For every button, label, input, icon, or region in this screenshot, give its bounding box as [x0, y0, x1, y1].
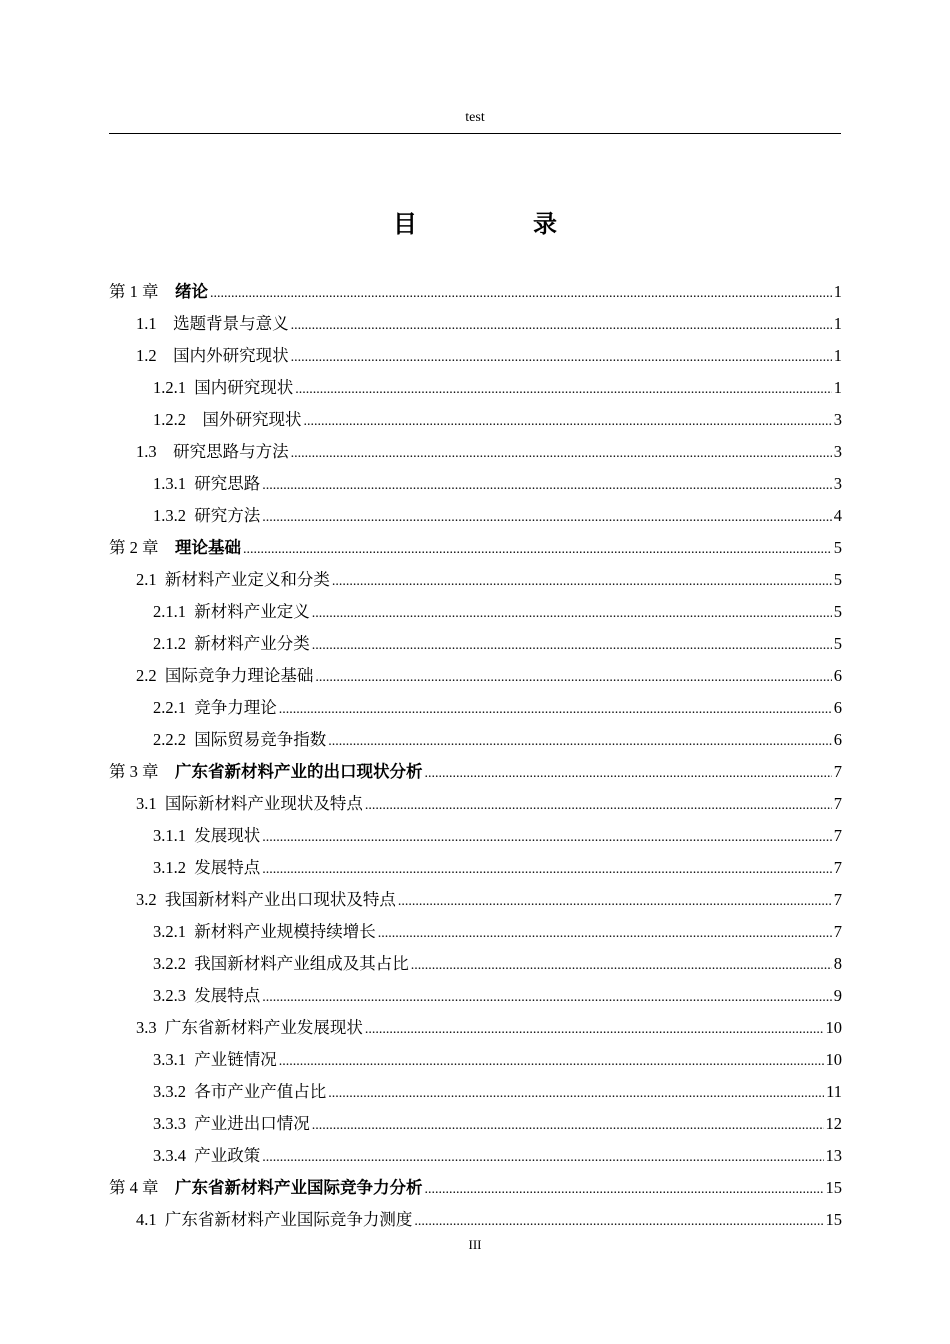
toc-entry-number: 3.3.4: [153, 1146, 186, 1165]
toc-page-number: 11: [826, 1082, 842, 1101]
toc-entry-number: 3.2.2: [153, 954, 186, 973]
toc-leader-dots: [262, 822, 832, 854]
toc-entry-label: 广东省新材料产业发展现状: [164, 1018, 363, 1037]
toc-leader-dots: [262, 982, 832, 1014]
toc-entry-number: 2.2: [136, 666, 157, 685]
toc-entry-label: 产业进出口情况: [194, 1114, 310, 1133]
toc-entry-title: [153, 1140, 260, 1172]
toc-entry-label: 新材料产业分类: [194, 634, 310, 653]
toc-entry-title: [153, 500, 260, 532]
toc-entry-number: 第 3 章: [109, 762, 159, 781]
toc-entry-title: [109, 532, 241, 564]
toc-entry-label: 国际竞争力理论基础: [164, 666, 314, 685]
toc-page-number: 10: [825, 1050, 842, 1069]
toc-page-number: 5: [833, 570, 842, 589]
toc-page-number: 13: [825, 1146, 842, 1165]
toc-leader-dots: [411, 950, 832, 982]
toc-entry-number: 2.2.2: [153, 730, 186, 749]
toc-entry[interactable]: [109, 436, 842, 468]
toc-entry-label: 各市产业产值占比: [194, 1082, 327, 1101]
toc-entry-label: 新材料产业定义和分类: [164, 570, 330, 589]
toc-entry-number: 1.2.2: [153, 410, 186, 429]
toc-leader-dots: [425, 758, 832, 790]
toc-page-number: 4: [833, 506, 842, 525]
page-header: test: [465, 110, 485, 125]
toc-entry[interactable]: [109, 340, 842, 372]
toc-entry[interactable]: [109, 1044, 842, 1076]
toc-entry[interactable]: [109, 948, 842, 980]
toc-entry-label: 竞争力理论: [194, 698, 277, 717]
toc-entry[interactable]: [109, 468, 842, 500]
toc-entry-title: [136, 340, 289, 372]
toc-entry[interactable]: [109, 852, 842, 884]
toc-leader-dots: [312, 598, 832, 630]
toc-leader-dots: [210, 278, 832, 310]
toc-leader-dots: [304, 406, 832, 438]
toc-entry-number: 3.1.2: [153, 858, 186, 877]
toc-entry-label: 研究思路与方法: [173, 442, 289, 461]
toc-leader-dots: [291, 438, 832, 470]
toc-entry[interactable]: [109, 500, 842, 532]
toc-entry-title: [153, 692, 277, 724]
toc-entry-title: [136, 308, 289, 340]
toc-entry-number: 2.1.2: [153, 634, 186, 653]
toc-entry-label: 国内研究现状: [194, 378, 294, 397]
toc-entry-number: 1.3: [136, 442, 157, 461]
toc-entry[interactable]: [109, 308, 842, 340]
toc-leader-dots: [328, 726, 832, 758]
toc-entry-number: 2.2.1: [153, 698, 186, 717]
toc-entry-title: [109, 1172, 423, 1204]
toc-leader-dots: [279, 1046, 824, 1078]
toc-entry-title: [153, 468, 260, 500]
toc-leader-dots: [398, 886, 832, 918]
toc-page-number: 3: [833, 442, 842, 461]
toc-entry[interactable]: [109, 1108, 842, 1140]
toc-entry-number: 3.3.2: [153, 1082, 186, 1101]
toc-leader-dots: [312, 1110, 824, 1142]
toc-entry[interactable]: [109, 628, 842, 660]
toc-entry-title: [153, 820, 260, 852]
toc-entry-number: 3.2.3: [153, 986, 186, 1005]
toc-entry-title: [153, 596, 310, 628]
toc-leader-dots: [365, 790, 832, 822]
toc-page-number: 9: [833, 986, 842, 1005]
toc-entry-title: [136, 884, 396, 916]
toc-page-number: 3: [833, 410, 842, 429]
toc-entry-number: 3.3.3: [153, 1114, 186, 1133]
toc-page-number: 6: [833, 698, 842, 717]
toc-entry[interactable]: [109, 1012, 842, 1044]
toc-entry-title: [136, 1204, 412, 1236]
toc-entry-label: 发展特点: [194, 858, 261, 877]
toc-leader-dots: [291, 342, 832, 374]
toc-entry-number: 1.3.2: [153, 506, 186, 525]
toc-entry-label: 国际新材料产业现状及特点: [164, 794, 363, 813]
toc-page-number: 6: [833, 666, 842, 685]
toc-entry-label: 发展现状: [194, 826, 261, 845]
toc-page-number: 1: [833, 314, 842, 333]
toc-entry-title: [153, 372, 293, 404]
toc-entry-title: [109, 756, 423, 788]
toc-entry-number: 1.3.1: [153, 474, 186, 493]
toc-entry-title: [153, 948, 409, 980]
toc-page-number: 10: [825, 1018, 842, 1037]
toc-page-number: 15: [825, 1178, 842, 1197]
toc-page-number: 7: [833, 762, 842, 781]
toc-entry[interactable]: [109, 660, 842, 692]
toc-page-number: 5: [833, 538, 842, 557]
toc-entry-label: 研究思路: [194, 474, 261, 493]
toc-page-number: 7: [833, 890, 842, 909]
toc-entry[interactable]: [109, 276, 842, 308]
toc-entry[interactable]: [109, 1140, 842, 1172]
toc-entry-title: [136, 564, 330, 596]
toc-entry[interactable]: [109, 724, 842, 756]
toc-entry[interactable]: [109, 884, 842, 916]
toc-entry-title: [153, 916, 376, 948]
toc-entry[interactable]: [109, 980, 842, 1012]
toc-entry-label: 产业链情况: [194, 1050, 277, 1069]
toc-page-number: 15: [825, 1210, 842, 1229]
toc-entry-number: 第 4 章: [109, 1178, 159, 1197]
toc-page-number: 7: [833, 858, 842, 877]
toc-leader-dots: [365, 1014, 824, 1046]
toc-entry-label: 我国新材料产业出口现状及特点: [164, 890, 396, 909]
toc-leader-dots: [378, 918, 832, 950]
toc-leader-dots: [262, 470, 832, 502]
toc-leader-dots: [279, 694, 832, 726]
toc-entry-label: 发展特点: [194, 986, 261, 1005]
toc-entry-label: 新材料产业规模持续增长: [194, 922, 376, 941]
toc-entry-label: 产业政策: [194, 1146, 261, 1165]
toc-entry[interactable]: [109, 564, 842, 596]
toc-page-number: 7: [833, 794, 842, 813]
toc-entry-title: [153, 404, 302, 436]
toc-entry-number: 3.3.1: [153, 1050, 186, 1069]
toc-entry-title: [153, 1044, 277, 1076]
toc-entry-label: 国内外研究现状: [173, 346, 289, 365]
toc-leader-dots: [425, 1174, 824, 1206]
page-number: III: [468, 1237, 482, 1252]
toc-entry-number: 1.2: [136, 346, 157, 365]
toc-page-number: 1: [833, 378, 842, 397]
toc-page-number: 6: [833, 730, 842, 749]
toc-entry-title: [136, 1012, 363, 1044]
toc-entry-label: 绪论: [175, 282, 208, 301]
toc-entry-label: 理论基础: [175, 538, 241, 557]
toc-page-number: 7: [833, 826, 842, 845]
toc-entry[interactable]: [109, 756, 842, 788]
toc-entry[interactable]: [109, 1204, 842, 1236]
toc-page-number: 5: [833, 634, 842, 653]
toc-entry-label: 我国新材料产业组成及其占比: [194, 954, 409, 973]
toc-leader-dots: [414, 1206, 823, 1238]
toc-entry-label: 国外研究现状: [202, 410, 302, 429]
toc-entry-title: [153, 1108, 310, 1140]
toc-entry-number: 3.3: [136, 1018, 157, 1037]
toc-page-number: 7: [833, 922, 842, 941]
header-rule: [109, 133, 841, 134]
toc-entry-title: [136, 436, 289, 468]
toc-leader-dots: [295, 374, 832, 406]
toc-entry-number: 3.2.1: [153, 922, 186, 941]
toc-entry-label: 新材料产业定义: [194, 602, 310, 621]
toc-entry-label: 国际贸易竞争指数: [194, 730, 327, 749]
toc-entry-label: 广东省新材料产业的出口现状分析: [175, 762, 423, 781]
toc-entry-number: 2.1: [136, 570, 157, 589]
toc-leader-dots: [243, 534, 832, 566]
toc-entry-label: 研究方法: [194, 506, 261, 525]
toc-entry-number: 3.2: [136, 890, 157, 909]
toc-entry[interactable]: [109, 404, 842, 436]
toc-entry-title: [153, 724, 326, 756]
toc-entry-label: 选题背景与意义: [173, 314, 289, 333]
toc-entry[interactable]: [109, 1076, 842, 1108]
toc-leader-dots: [332, 566, 832, 598]
toc-entry[interactable]: [109, 916, 842, 948]
toc-entry[interactable]: [109, 1172, 842, 1204]
table-of-contents: [109, 276, 842, 1236]
toc-entry-label: 广东省新材料产业国际竞争力分析: [175, 1178, 423, 1197]
toc-page-number: 8: [833, 954, 842, 973]
toc-entry-title: [153, 852, 260, 884]
toc-entry[interactable]: [109, 532, 842, 564]
toc-leader-dots: [291, 310, 832, 342]
toc-page-number: 12: [825, 1114, 842, 1133]
toc-entry-title: [153, 1076, 326, 1108]
toc-page-number: 1: [833, 282, 842, 301]
toc-leader-dots: [262, 1142, 823, 1174]
toc-page-number: 5: [833, 602, 842, 621]
toc-entry-title: [109, 276, 208, 308]
toc-entry-number: 3.1.1: [153, 826, 186, 845]
toc-entry-number: 第 1 章: [109, 282, 159, 301]
toc-entry-number: 1.2.1: [153, 378, 186, 397]
toc-leader-dots: [262, 854, 832, 886]
toc-entry[interactable]: [109, 372, 842, 404]
toc-entry-number: 4.1: [136, 1210, 157, 1229]
toc-entry-title: [136, 788, 363, 820]
toc-title: 目 录: [393, 210, 603, 238]
toc-entry-label: 广东省新材料产业国际竞争力测度: [164, 1210, 413, 1229]
toc-entry-title: [153, 628, 310, 660]
toc-entry-number: 第 2 章: [109, 538, 159, 557]
toc-entry[interactable]: [109, 596, 842, 628]
toc-page-number: 1: [833, 346, 842, 365]
toc-entry[interactable]: [109, 820, 842, 852]
toc-leader-dots: [262, 502, 832, 534]
toc-entry[interactable]: [109, 788, 842, 820]
toc-leader-dots: [315, 662, 831, 694]
toc-entry-title: [136, 660, 313, 692]
toc-entry-number: 3.1: [136, 794, 157, 813]
toc-page-number: 3: [833, 474, 842, 493]
toc-entry-number: 1.1: [136, 314, 157, 333]
toc-entry[interactable]: [109, 692, 842, 724]
toc-entry-number: 2.1.1: [153, 602, 186, 621]
toc-leader-dots: [312, 630, 832, 662]
toc-leader-dots: [328, 1078, 824, 1110]
toc-entry-title: [153, 980, 260, 1012]
